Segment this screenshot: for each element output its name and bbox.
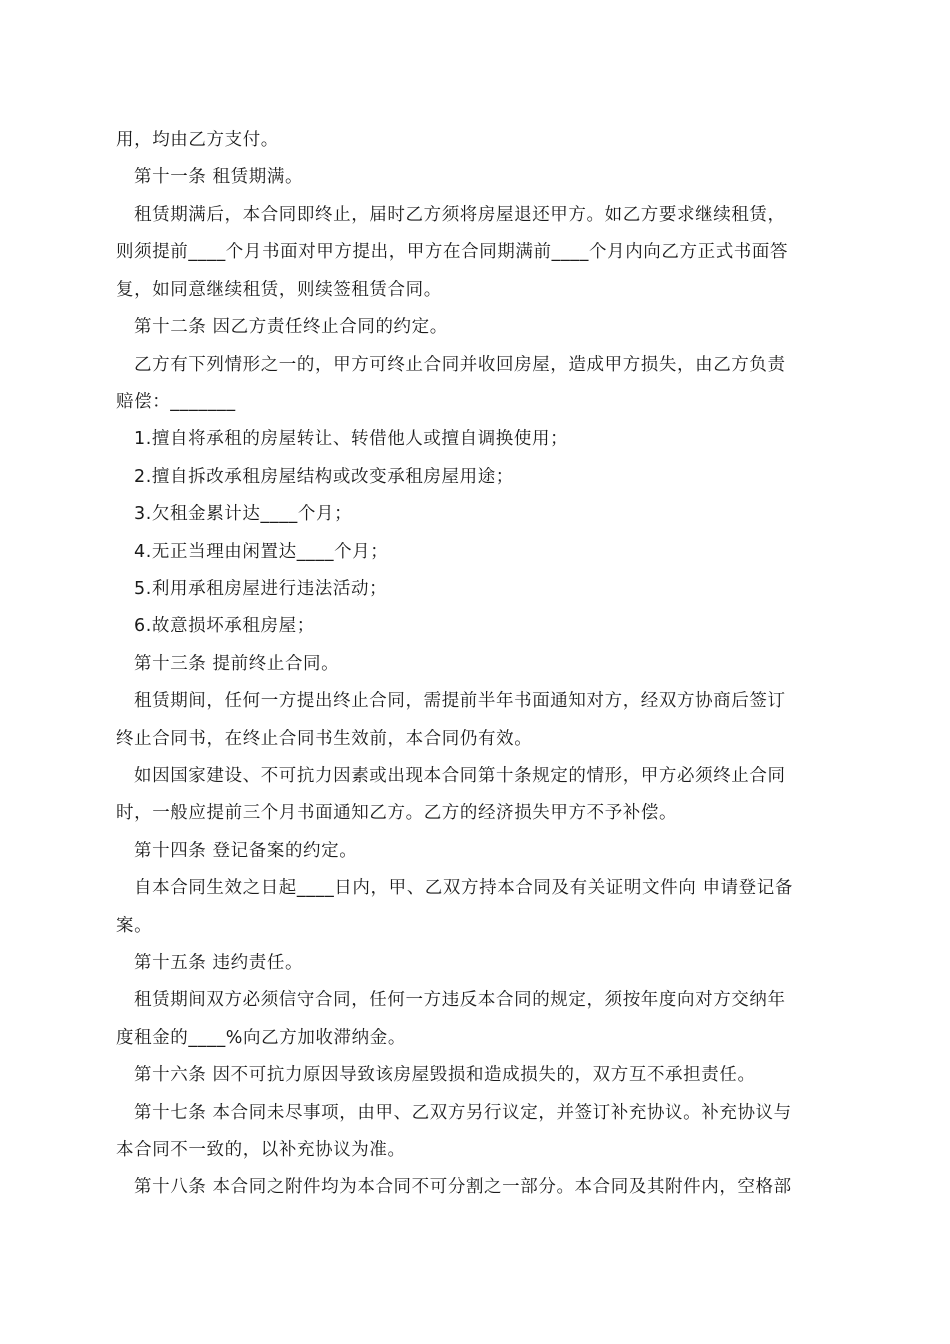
article-heading: 第十三条 提前终止合同。: [134, 654, 340, 674]
article-heading: 第十二条 因乙方责任终止合同的约定。: [134, 317, 448, 337]
article-heading: 第十四条 登记备案的约定。: [134, 841, 358, 861]
article-heading: 第十七条 本合同未尽事项，由甲、乙双方另行议定，并签订补充协议。补充协议与: [134, 1103, 792, 1123]
text-line: 租赁期间双方必须信守合同，任何一方违反本合同的规定，须按年度向对方交纳年: [134, 990, 786, 1010]
text-line: 本合同不一致的，以补充协议为准。: [116, 1140, 406, 1160]
list-item: 1.擅自将承租的房屋转让、转借他人或擅自调换使用；: [134, 429, 569, 449]
list-item: 4.无正当理由闲置达____个月；: [134, 542, 389, 562]
article-heading: 第十六条 因不可抗力原因导致该房屋毁损和造成损失的，双方互不承担责任。: [134, 1065, 756, 1085]
text-line: 则须提前____个月书面对甲方提出，甲方在合同期满前____个月内向乙方正式书面答: [116, 242, 789, 262]
text-line: 租赁期满后，本合同即终止，届时乙方须将房屋退还甲方。如乙方要求继续租赁，: [134, 205, 786, 225]
list-item: 2.擅自拆改承租房屋结构或改变承租房屋用途；: [134, 467, 514, 487]
article-heading: 第十八条 本合同之附件均为本合同不可分割之一部分。本合同及其附件内，空格部: [134, 1177, 792, 1197]
text-line: 复，如同意继续租赁，则续签租赁合同。: [116, 280, 442, 300]
text-line: 用，均由乙方支付。: [116, 130, 279, 150]
text-line: 自本合同生效之日起____日内，甲、乙双方持本合同及有关证明文件向 申请登记备: [134, 878, 793, 898]
text-line: 如因国家建设、不可抗力因素或出现本合同第十条规定的情形，甲方必须终止合同: [134, 766, 786, 786]
list-item: 5.利用承租房屋进行违法活动；: [134, 579, 388, 599]
text-line: 乙方有下列情形之一的，甲方可终止合同并收回房屋，造成甲方损失，由乙方负责: [134, 355, 786, 375]
list-item: 3.欠租金累计达____个月；: [134, 504, 353, 524]
article-heading: 第十五条 违约责任。: [134, 953, 304, 973]
text-line: 租赁期间，任何一方提出终止合同，需提前半年书面通知对方，经双方协商后签订: [134, 691, 786, 711]
text-line: 案。: [116, 916, 153, 936]
list-item: 6.故意损坏承租房屋；: [134, 616, 315, 636]
text-line: 赔偿：_______: [116, 392, 236, 412]
article-heading: 第十一条 租赁期满。: [134, 167, 304, 187]
text-line: 终止合同书，在终止合同书生效前，本合同仍有效。: [116, 729, 533, 749]
text-line: 时，一般应提前三个月书面通知乙方。乙方的经济损失甲方不予补偿。: [116, 803, 678, 823]
text-line: 度租金的____%向乙方加收滞纳金。: [116, 1028, 406, 1048]
